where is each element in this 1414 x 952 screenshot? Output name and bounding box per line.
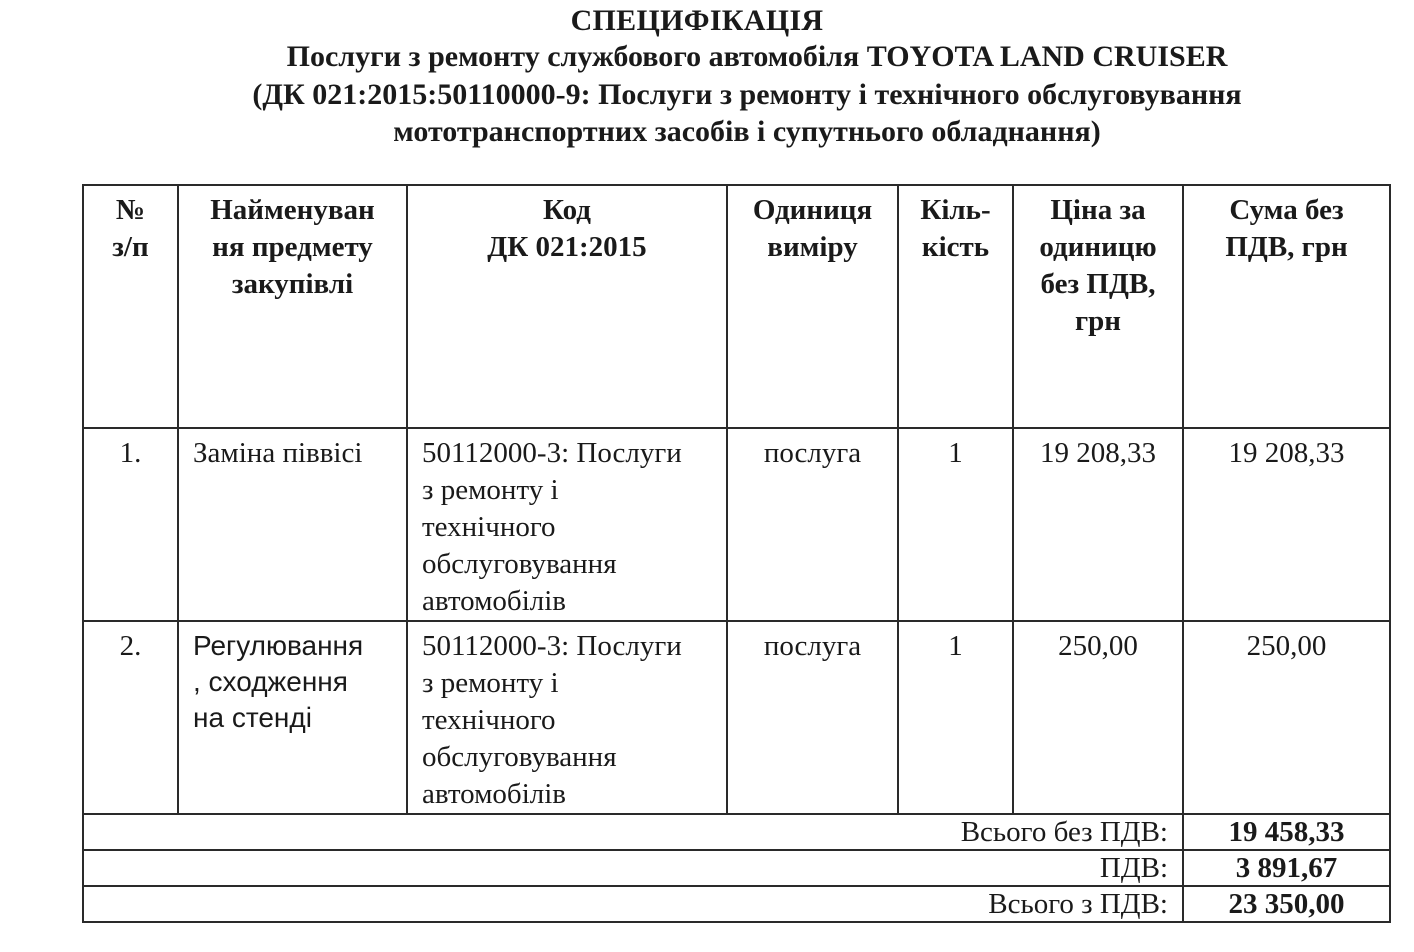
- header-number-l1: №: [115, 194, 146, 226]
- row-item-name-l2: , сходження: [193, 666, 348, 697]
- header-code: [407, 185, 727, 428]
- total-value: 19 458,33: [1183, 814, 1390, 850]
- row-code-l5: автомобілів: [422, 585, 566, 617]
- row-price: 19 208,33: [1013, 428, 1183, 621]
- row-code-l3: технічного: [422, 704, 556, 736]
- header-code-l1: Код: [543, 194, 591, 226]
- row-number: 2.: [83, 621, 178, 814]
- header-number: [83, 185, 178, 428]
- header-sum-l1: Сума без: [1229, 194, 1344, 226]
- header-quantity: [898, 185, 1013, 428]
- row-unit: послуга: [727, 428, 898, 621]
- row-item-name: [178, 621, 407, 814]
- header-name-l2: ня предмету: [212, 231, 373, 263]
- vat-label: ПДВ:: [83, 850, 1183, 886]
- row-item-name-l3: на стенді: [193, 702, 312, 733]
- table-row: [83, 621, 1390, 814]
- row-quantity: 1: [898, 428, 1013, 621]
- header-price-l4: грн: [1074, 305, 1121, 337]
- header-name-l1: Найменуван: [210, 194, 375, 226]
- document-title: СПЕЦИФІКАЦІЯ: [570, 4, 824, 37]
- header-code-l2: ДК 021:2015: [487, 231, 647, 263]
- row-quantity: 1: [898, 621, 1013, 814]
- header-sum: [1183, 185, 1390, 428]
- total-row-vat: [83, 850, 1390, 886]
- row-price: 250,00: [1013, 621, 1183, 814]
- row-item-name-l1: Заміна піввісі: [193, 437, 363, 469]
- header-name-l3: закупівлі: [231, 268, 354, 300]
- header-price: [1013, 185, 1183, 428]
- header-unit-l2: виміру: [767, 231, 858, 263]
- table-header-row: [83, 185, 1390, 428]
- row-unit: послуга: [727, 621, 898, 814]
- grand-total-label: Всього з ПДВ:: [83, 886, 1183, 922]
- header-number-l2: з/п: [112, 231, 149, 263]
- header-unit: [727, 185, 898, 428]
- document-subtitle-line2: (ДК 021:2015:50110000-9: Послуги з ремонту і технічного обслуговування: [252, 78, 1242, 111]
- total-row-without-vat: [83, 814, 1390, 850]
- grand-total-value: 23 350,00: [1183, 886, 1390, 922]
- header-price-l2: одиницю: [1039, 231, 1157, 263]
- document-subtitle-line3: мототранспортних засобів і супутнього обладнання): [393, 115, 1101, 148]
- row-item-name-l1: Регулювання: [193, 630, 364, 661]
- row-sum: 250,00: [1183, 621, 1390, 814]
- row-sum: 19 208,33: [1183, 428, 1390, 621]
- header-name: [178, 185, 407, 428]
- specification-table: [82, 184, 1391, 923]
- table-row: [83, 428, 1390, 621]
- row-number: 1.: [83, 428, 178, 621]
- header-price-l1: Ціна за: [1050, 194, 1146, 226]
- row-code-l5: автомобілів: [422, 778, 566, 810]
- header-unit-l1: Одиниця: [752, 194, 873, 226]
- header-quantity-l1: Кіль-: [920, 194, 991, 226]
- row-code: [407, 428, 727, 621]
- document-subtitle-line1: Послуги з ремонту службового автомобіля TOYOTA LAND CRUISER: [286, 40, 1228, 73]
- row-code-l2: з ремонту і: [422, 667, 559, 699]
- header-sum-l2: ПДВ, грн: [1225, 231, 1348, 263]
- row-code-l4: обслуговування: [422, 548, 617, 580]
- total-label: Всього без ПДВ:: [83, 814, 1183, 850]
- row-code: [407, 621, 727, 814]
- vat-value: 3 891,67: [1183, 850, 1390, 886]
- header-price-l3: без ПДВ,: [1040, 268, 1156, 300]
- row-code-l1: 50112000-3: Послуги: [422, 630, 682, 662]
- header-quantity-l2: кість: [921, 231, 990, 263]
- row-code-l3: технічного: [422, 511, 556, 543]
- row-code-l4: обслуговування: [422, 741, 617, 773]
- row-code-l1: 50112000-3: Послуги: [422, 437, 682, 469]
- row-code-l2: з ремонту і: [422, 474, 559, 506]
- row-item-name: [178, 428, 407, 621]
- total-row-with-vat: [83, 886, 1390, 922]
